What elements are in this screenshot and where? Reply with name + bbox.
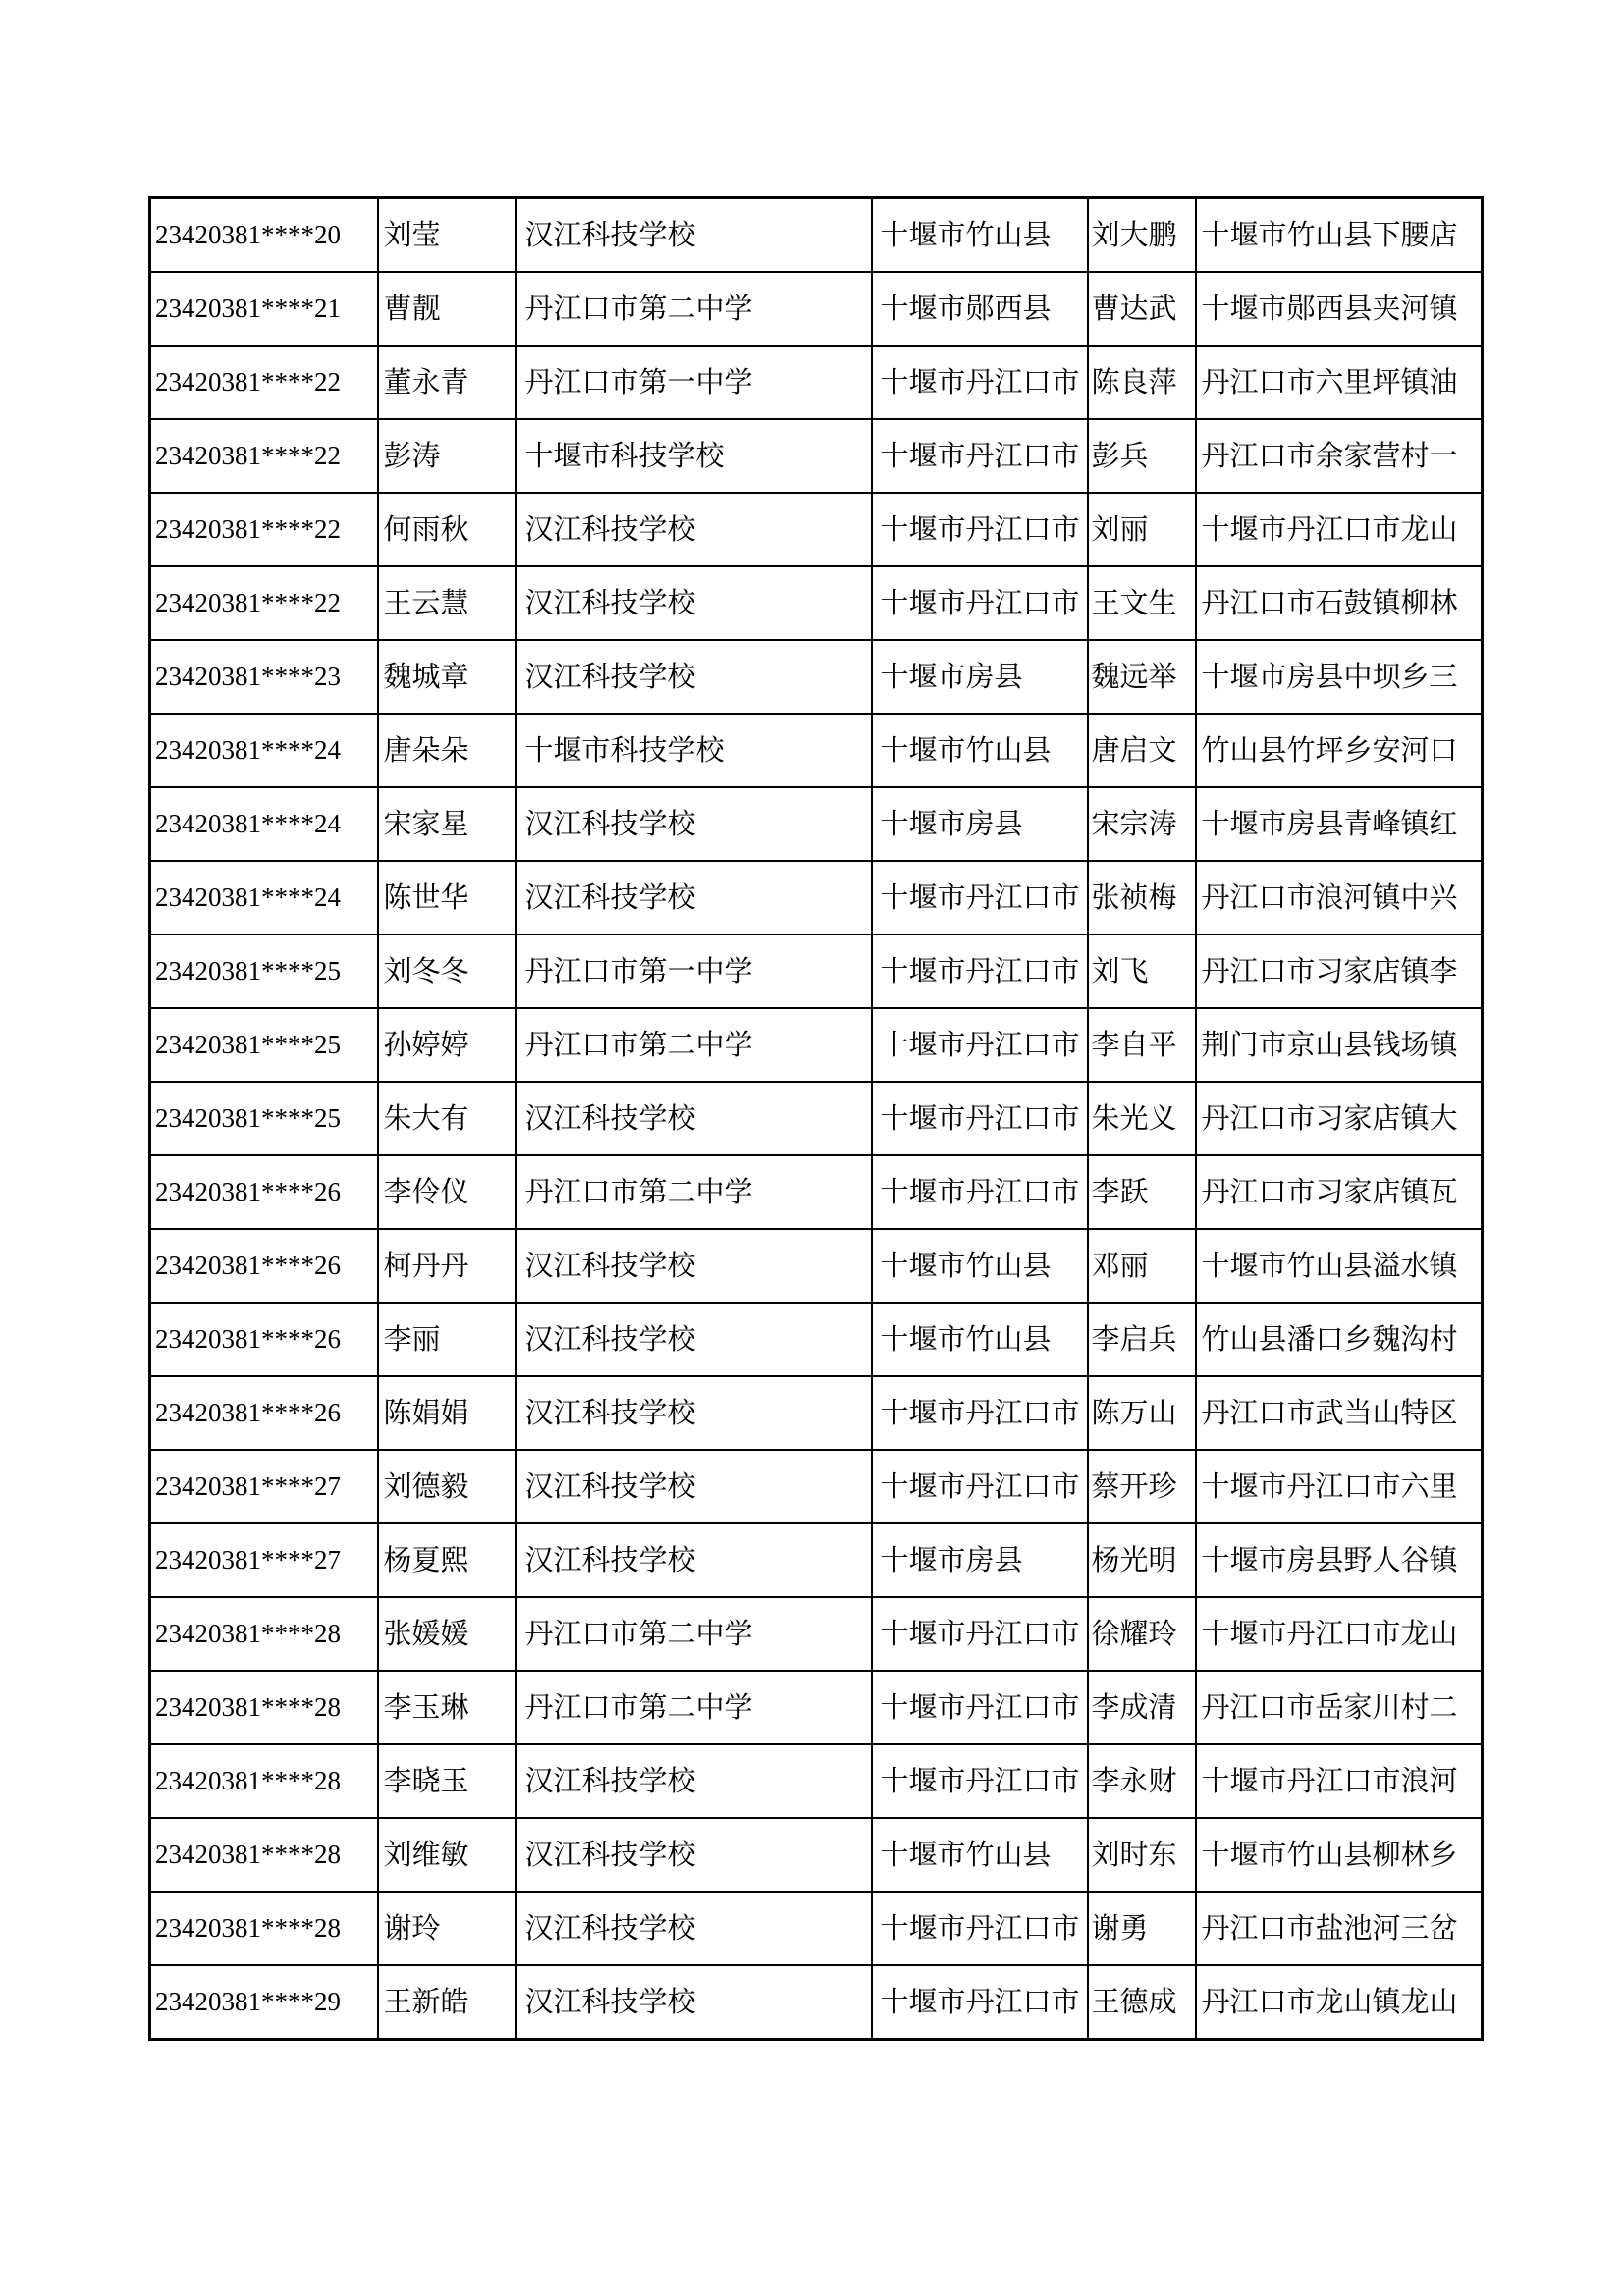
school-cell: 丹江口市第二中学 (516, 1597, 872, 1671)
table-body (150, 198, 1483, 2040)
school-cell: 汉江科技学校 (516, 1450, 872, 1523)
region-cell: 十堰市房县 (872, 787, 1088, 861)
address-cell: 荆门市京山县钱场镇 (1196, 1008, 1483, 1082)
guardian-name-cell: 徐耀玲 (1088, 1597, 1196, 1671)
table-row (150, 419, 1483, 493)
guardian-name-cell: 张祯梅 (1088, 861, 1196, 934)
table-row (150, 1597, 1483, 1671)
school-cell: 丹江口市第二中学 (516, 1671, 872, 1744)
address-cell: 丹江口市盐池河三岔 (1196, 1892, 1483, 1965)
school-cell: 汉江科技学校 (516, 1523, 872, 1597)
address-cell: 丹江口市岳家川村二 (1196, 1671, 1483, 1744)
student-name-cell: 彭涛 (378, 419, 516, 493)
student-name-cell: 张媛媛 (378, 1597, 516, 1671)
guardian-name-cell: 刘飞 (1088, 934, 1196, 1008)
student-id-cell: 23420381****26 (150, 1376, 378, 1450)
student-id-cell: 23420381****22 (150, 419, 378, 493)
table-row (150, 1892, 1483, 1965)
table-row (150, 787, 1483, 861)
region-cell: 十堰市竹山县 (872, 714, 1088, 787)
guardian-name-cell: 陈良萍 (1088, 346, 1196, 419)
school-cell: 丹江口市第二中学 (516, 1008, 872, 1082)
student-name-cell: 曹靓 (378, 272, 516, 346)
guardian-name-cell: 曹达武 (1088, 272, 1196, 346)
student-name-cell: 刘莹 (378, 198, 516, 273)
student-id-cell: 23420381****26 (150, 1155, 378, 1229)
student-id-cell: 23420381****28 (150, 1744, 378, 1818)
table-row (150, 198, 1483, 273)
region-cell: 十堰市房县 (872, 1523, 1088, 1597)
student-name-cell: 刘维敏 (378, 1818, 516, 1892)
guardian-name-cell: 陈万山 (1088, 1376, 1196, 1450)
student-id-cell: 23420381****20 (150, 198, 378, 273)
table-row (150, 272, 1483, 346)
guardian-name-cell: 王文生 (1088, 566, 1196, 640)
address-cell: 竹山县潘口乡魏沟村 (1196, 1303, 1483, 1376)
school-cell: 汉江科技学校 (516, 1303, 872, 1376)
region-cell: 十堰市丹江口市 (872, 566, 1088, 640)
address-cell: 十堰市竹山县下腰店 (1196, 198, 1483, 273)
student-name-cell: 孙婷婷 (378, 1008, 516, 1082)
address-cell: 丹江口市习家店镇李 (1196, 934, 1483, 1008)
guardian-name-cell: 唐启文 (1088, 714, 1196, 787)
table-row (150, 1744, 1483, 1818)
student-id-cell: 23420381****25 (150, 1082, 378, 1155)
address-cell: 丹江口市习家店镇大 (1196, 1082, 1483, 1155)
school-cell: 汉江科技学校 (516, 787, 872, 861)
student-name-cell: 王新皓 (378, 1965, 516, 2040)
student-name-cell: 杨夏熙 (378, 1523, 516, 1597)
address-cell: 竹山县竹坪乡安河口 (1196, 714, 1483, 787)
guardian-name-cell: 李永财 (1088, 1744, 1196, 1818)
region-cell: 十堰市丹江口市 (872, 1155, 1088, 1229)
guardian-name-cell: 魏远举 (1088, 640, 1196, 714)
guardian-name-cell: 杨光明 (1088, 1523, 1196, 1597)
school-cell: 丹江口市第二中学 (516, 1155, 872, 1229)
region-cell: 十堰市丹江口市 (872, 346, 1088, 419)
address-cell: 十堰市房县中坝乡三 (1196, 640, 1483, 714)
address-cell: 丹江口市习家店镇瓦 (1196, 1155, 1483, 1229)
table-row (150, 640, 1483, 714)
student-name-cell: 李伶仪 (378, 1155, 516, 1229)
guardian-name-cell: 朱光义 (1088, 1082, 1196, 1155)
student-id-cell: 23420381****25 (150, 1008, 378, 1082)
region-cell: 十堰市丹江口市 (872, 1744, 1088, 1818)
student-id-cell: 23420381****28 (150, 1671, 378, 1744)
school-cell: 丹江口市第一中学 (516, 934, 872, 1008)
table-row (150, 1965, 1483, 2040)
address-cell: 十堰市竹山县柳林乡 (1196, 1818, 1483, 1892)
school-cell: 汉江科技学校 (516, 1376, 872, 1450)
student-id-cell: 23420381****23 (150, 640, 378, 714)
school-cell: 汉江科技学校 (516, 198, 872, 273)
student-id-cell: 23420381****28 (150, 1818, 378, 1892)
region-cell: 十堰市丹江口市 (872, 493, 1088, 566)
guardian-name-cell: 李自平 (1088, 1008, 1196, 1082)
address-cell: 十堰市竹山县溢水镇 (1196, 1229, 1483, 1303)
school-cell: 汉江科技学校 (516, 1744, 872, 1818)
region-cell: 十堰市丹江口市 (872, 1965, 1088, 2040)
table-row (150, 1671, 1483, 1744)
region-cell: 十堰市郧西县 (872, 272, 1088, 346)
guardian-name-cell: 李跃 (1088, 1155, 1196, 1229)
student-name-cell: 刘冬冬 (378, 934, 516, 1008)
address-cell: 丹江口市浪河镇中兴 (1196, 861, 1483, 934)
student-name-cell: 何雨秋 (378, 493, 516, 566)
region-cell: 十堰市丹江口市 (872, 1008, 1088, 1082)
region-cell: 十堰市丹江口市 (872, 934, 1088, 1008)
table-row (150, 1450, 1483, 1523)
school-cell: 汉江科技学校 (516, 861, 872, 934)
student-id-cell: 23420381****22 (150, 493, 378, 566)
address-cell: 十堰市郧西县夹河镇 (1196, 272, 1483, 346)
address-cell: 十堰市丹江口市六里 (1196, 1450, 1483, 1523)
table-row (150, 1818, 1483, 1892)
guardian-name-cell: 王德成 (1088, 1965, 1196, 2040)
region-cell: 十堰市丹江口市 (872, 861, 1088, 934)
school-cell: 汉江科技学校 (516, 1082, 872, 1155)
table-row (150, 493, 1483, 566)
table-row (150, 1376, 1483, 1450)
student-name-cell: 朱大有 (378, 1082, 516, 1155)
school-cell: 汉江科技学校 (516, 1892, 872, 1965)
table-row (150, 1008, 1483, 1082)
table-row (150, 1303, 1483, 1376)
student-id-cell: 23420381****27 (150, 1523, 378, 1597)
table-row (150, 1082, 1483, 1155)
student-name-cell: 魏城章 (378, 640, 516, 714)
guardian-name-cell: 邓丽 (1088, 1229, 1196, 1303)
address-cell: 十堰市房县野人谷镇 (1196, 1523, 1483, 1597)
table-row (150, 346, 1483, 419)
region-cell: 十堰市丹江口市 (872, 419, 1088, 493)
student-id-cell: 23420381****25 (150, 934, 378, 1008)
student-id-cell: 23420381****22 (150, 346, 378, 419)
student-id-cell: 23420381****21 (150, 272, 378, 346)
address-cell: 十堰市房县青峰镇红 (1196, 787, 1483, 861)
guardian-name-cell: 蔡开珍 (1088, 1450, 1196, 1523)
address-cell: 丹江口市武当山特区 (1196, 1376, 1483, 1450)
student-id-cell: 23420381****24 (150, 714, 378, 787)
student-name-cell: 唐朵朵 (378, 714, 516, 787)
student-name-cell: 李晓玉 (378, 1744, 516, 1818)
school-cell: 十堰市科技学校 (516, 419, 872, 493)
address-cell: 十堰市丹江口市龙山 (1196, 493, 1483, 566)
region-cell: 十堰市丹江口市 (872, 1082, 1088, 1155)
student-id-cell: 23420381****29 (150, 1965, 378, 2040)
student-id-cell: 23420381****26 (150, 1303, 378, 1376)
guardian-name-cell: 李成清 (1088, 1671, 1196, 1744)
table-row (150, 934, 1483, 1008)
student-id-cell: 23420381****22 (150, 566, 378, 640)
school-cell: 汉江科技学校 (516, 566, 872, 640)
region-cell: 十堰市丹江口市 (872, 1376, 1088, 1450)
region-cell: 十堰市丹江口市 (872, 1892, 1088, 1965)
student-name-cell: 王云慧 (378, 566, 516, 640)
student-name-cell: 谢玲 (378, 1892, 516, 1965)
school-cell: 丹江口市第一中学 (516, 346, 872, 419)
student-id-cell: 23420381****27 (150, 1450, 378, 1523)
student-name-cell: 陈世华 (378, 861, 516, 934)
student-id-cell: 23420381****28 (150, 1597, 378, 1671)
table-row (150, 1155, 1483, 1229)
guardian-name-cell: 刘时东 (1088, 1818, 1196, 1892)
student-name-cell: 陈娟娟 (378, 1376, 516, 1450)
student-name-cell: 李玉琳 (378, 1671, 516, 1744)
table-row (150, 861, 1483, 934)
student-id-cell: 23420381****28 (150, 1892, 378, 1965)
school-cell: 汉江科技学校 (516, 1229, 872, 1303)
guardian-name-cell: 宋宗涛 (1088, 787, 1196, 861)
student-id-cell: 23420381****24 (150, 787, 378, 861)
address-cell: 丹江口市龙山镇龙山 (1196, 1965, 1483, 2040)
guardian-name-cell: 刘丽 (1088, 493, 1196, 566)
school-cell: 十堰市科技学校 (516, 714, 872, 787)
address-cell: 丹江口市余家营村一 (1196, 419, 1483, 493)
table-row (150, 714, 1483, 787)
region-cell: 十堰市丹江口市 (872, 1597, 1088, 1671)
school-cell: 汉江科技学校 (516, 640, 872, 714)
table-row (150, 566, 1483, 640)
guardian-name-cell: 谢勇 (1088, 1892, 1196, 1965)
school-cell: 汉江科技学校 (516, 1965, 872, 2040)
student-name-cell: 李丽 (378, 1303, 516, 1376)
address-cell: 丹江口市石鼓镇柳林 (1196, 566, 1483, 640)
student-name-cell: 刘德毅 (378, 1450, 516, 1523)
address-cell: 十堰市丹江口市浪河 (1196, 1744, 1483, 1818)
school-cell: 丹江口市第二中学 (516, 272, 872, 346)
school-cell: 汉江科技学校 (516, 1818, 872, 1892)
student-roster-table (148, 196, 1484, 2041)
guardian-name-cell: 彭兵 (1088, 419, 1196, 493)
table-row (150, 1523, 1483, 1597)
address-cell: 丹江口市六里坪镇油 (1196, 346, 1483, 419)
table-row (150, 1229, 1483, 1303)
school-cell: 汉江科技学校 (516, 493, 872, 566)
student-id-cell: 23420381****24 (150, 861, 378, 934)
guardian-name-cell: 刘大鹏 (1088, 198, 1196, 273)
region-cell: 十堰市丹江口市 (872, 1450, 1088, 1523)
region-cell: 十堰市竹山县 (872, 1229, 1088, 1303)
guardian-name-cell: 李启兵 (1088, 1303, 1196, 1376)
student-name-cell: 宋家星 (378, 787, 516, 861)
region-cell: 十堰市丹江口市 (872, 1671, 1088, 1744)
student-name-cell: 董永青 (378, 346, 516, 419)
student-id-cell: 23420381****26 (150, 1229, 378, 1303)
region-cell: 十堰市竹山县 (872, 1818, 1088, 1892)
region-cell: 十堰市竹山县 (872, 1303, 1088, 1376)
address-cell: 十堰市丹江口市龙山 (1196, 1597, 1483, 1671)
region-cell: 十堰市房县 (872, 640, 1088, 714)
region-cell: 十堰市竹山县 (872, 198, 1088, 273)
student-name-cell: 柯丹丹 (378, 1229, 516, 1303)
